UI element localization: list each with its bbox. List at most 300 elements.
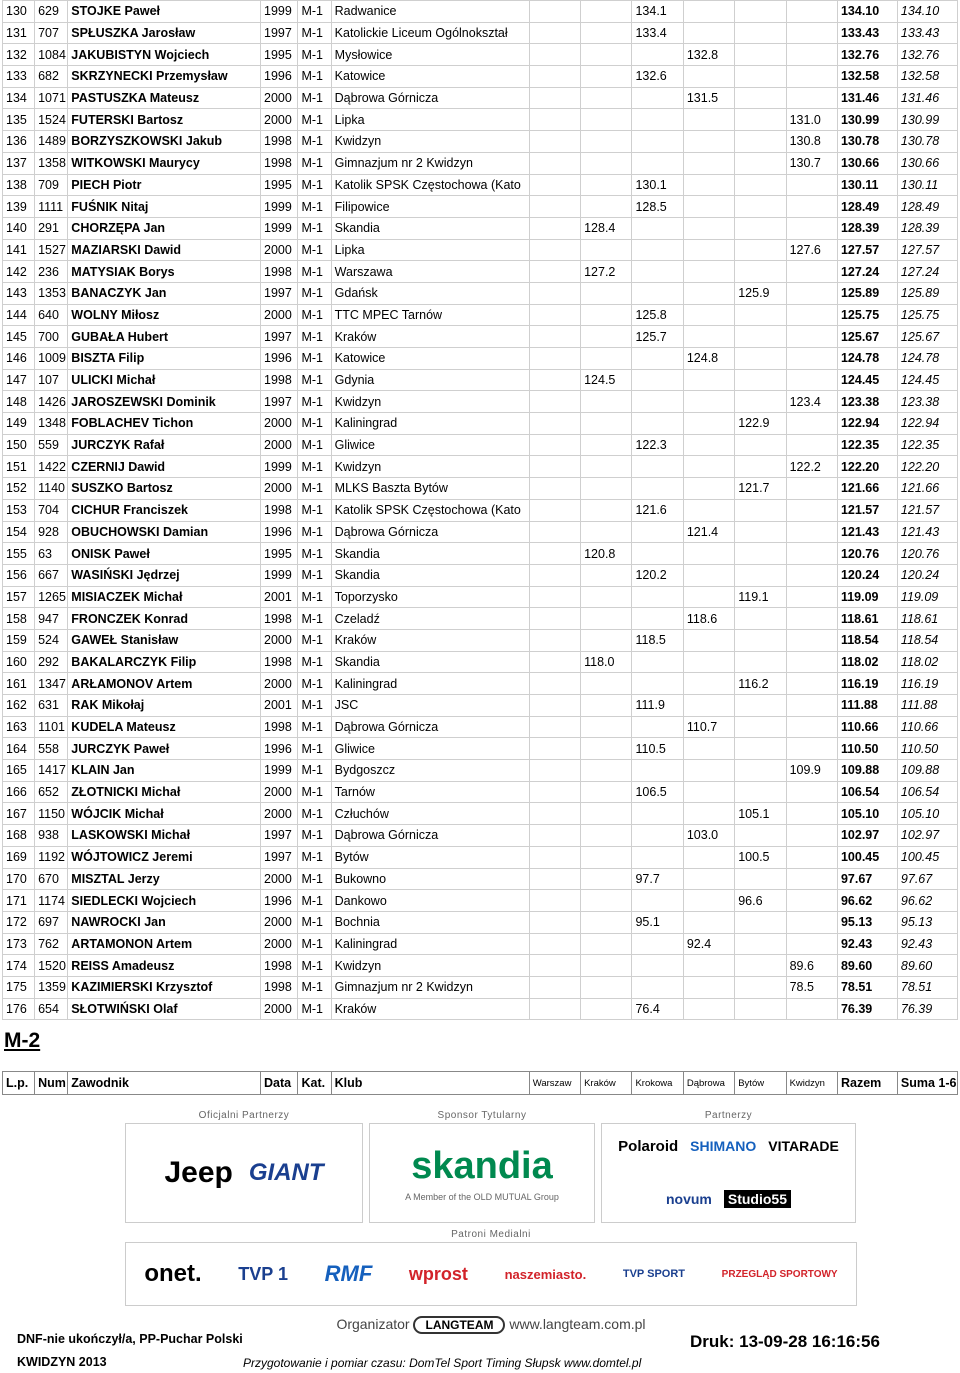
race-2-cell bbox=[581, 586, 632, 608]
category-cell: M-1 bbox=[298, 434, 331, 456]
legend-text: DNF-nie ukończył/a, PP-Puchar Polski bbox=[17, 1332, 243, 1346]
birth-year-cell: 1998 bbox=[261, 651, 298, 673]
race-2-cell bbox=[581, 716, 632, 738]
rider-name-cell: SPŁUSZKA Jarosław bbox=[68, 22, 261, 44]
race-1-cell bbox=[529, 22, 580, 44]
total-cell: 118.61 bbox=[837, 608, 897, 630]
total-cell: 125.89 bbox=[837, 282, 897, 304]
birth-year-cell: 2000 bbox=[261, 109, 298, 131]
race-2-cell bbox=[581, 911, 632, 933]
rank-cell: 157 bbox=[3, 586, 35, 608]
race-3-cell: 121.6 bbox=[632, 499, 683, 521]
race-5-cell bbox=[735, 239, 786, 261]
race-4-cell bbox=[683, 413, 734, 435]
rank-cell: 148 bbox=[3, 391, 35, 413]
race-4-cell bbox=[683, 629, 734, 651]
rank-cell: 145 bbox=[3, 326, 35, 348]
race-3-cell bbox=[632, 955, 683, 977]
total-cell: 123.38 bbox=[837, 391, 897, 413]
race-2-cell bbox=[581, 478, 632, 500]
rank-cell: 132 bbox=[3, 44, 35, 66]
race-1-cell bbox=[529, 716, 580, 738]
club-cell: Lipka bbox=[331, 109, 529, 131]
category-cell: M-1 bbox=[298, 586, 331, 608]
race-6-cell bbox=[786, 499, 837, 521]
race-5-cell bbox=[735, 651, 786, 673]
langteam-logo: LANGTEAM bbox=[413, 1316, 505, 1334]
rider-name-cell: ARŁAMONOV Artem bbox=[68, 673, 261, 695]
header-num: Num bbox=[35, 1072, 68, 1095]
number-cell: 928 bbox=[35, 521, 68, 543]
rider-name-cell: STOJKE Paweł bbox=[68, 1, 261, 23]
birth-year-cell: 1998 bbox=[261, 152, 298, 174]
print-date: Druk: 13-09-28 16:16:56 bbox=[690, 1332, 880, 1351]
race-4-cell bbox=[683, 326, 734, 348]
race-6-cell bbox=[786, 44, 837, 66]
club-cell: Dankowo bbox=[331, 890, 529, 912]
race-1-cell bbox=[529, 695, 580, 717]
number-cell: 707 bbox=[35, 22, 68, 44]
rider-name-cell: KLAIN Jan bbox=[68, 760, 261, 782]
club-cell: Dąbrowa Górnicza bbox=[331, 716, 529, 738]
sum-cell: 132.76 bbox=[897, 44, 957, 66]
club-cell: Bytów bbox=[331, 846, 529, 868]
number-cell: 629 bbox=[35, 1, 68, 23]
number-cell: 1084 bbox=[35, 44, 68, 66]
race-5-cell bbox=[735, 521, 786, 543]
race-3-cell bbox=[632, 152, 683, 174]
rank-cell: 140 bbox=[3, 217, 35, 239]
sum-cell: 100.45 bbox=[897, 846, 957, 868]
race-6-cell bbox=[786, 933, 837, 955]
birth-year-cell: 1997 bbox=[261, 282, 298, 304]
number-cell: 654 bbox=[35, 998, 68, 1020]
race-5-cell bbox=[735, 629, 786, 651]
total-cell: 95.13 bbox=[837, 911, 897, 933]
total-cell: 130.11 bbox=[837, 174, 897, 196]
table-row bbox=[3, 651, 958, 673]
birth-year-cell: 1999 bbox=[261, 1, 298, 23]
total-cell: 118.54 bbox=[837, 629, 897, 651]
sum-cell: 111.88 bbox=[897, 695, 957, 717]
table-row bbox=[3, 348, 958, 370]
category-cell: M-1 bbox=[298, 651, 331, 673]
total-cell: 127.24 bbox=[837, 261, 897, 283]
number-cell: 947 bbox=[35, 608, 68, 630]
table-row bbox=[3, 998, 958, 1020]
total-cell: 121.43 bbox=[837, 521, 897, 543]
race-6-cell bbox=[786, 781, 837, 803]
race-4-cell bbox=[683, 369, 734, 391]
race-6-cell bbox=[786, 434, 837, 456]
rider-name-cell: JURCZYK Paweł bbox=[68, 738, 261, 760]
number-cell: 1265 bbox=[35, 586, 68, 608]
race-3-cell bbox=[632, 586, 683, 608]
table-row bbox=[3, 434, 958, 456]
rider-name-cell: JAKUBISTYN Wojciech bbox=[68, 44, 261, 66]
birth-year-cell: 1996 bbox=[261, 521, 298, 543]
sum-cell: 102.97 bbox=[897, 825, 957, 847]
media-partners-band bbox=[125, 1242, 857, 1306]
sum-cell: 124.45 bbox=[897, 369, 957, 391]
race-1-cell bbox=[529, 87, 580, 109]
sum-cell: 133.43 bbox=[897, 22, 957, 44]
birth-year-cell: 1997 bbox=[261, 846, 298, 868]
race-3-cell bbox=[632, 478, 683, 500]
rank-cell: 142 bbox=[3, 261, 35, 283]
rider-name-cell: GAWEŁ Stanisław bbox=[68, 629, 261, 651]
number-cell: 1520 bbox=[35, 955, 68, 977]
total-cell: 111.88 bbox=[837, 695, 897, 717]
category-cell: M-1 bbox=[298, 44, 331, 66]
race-6-cell: 122.2 bbox=[786, 456, 837, 478]
race-5-cell: 116.2 bbox=[735, 673, 786, 695]
birth-year-cell: 2000 bbox=[261, 434, 298, 456]
race-1-cell bbox=[529, 803, 580, 825]
club-cell: Warszawa bbox=[331, 261, 529, 283]
table-row bbox=[3, 152, 958, 174]
rider-name-cell: PIECH Piotr bbox=[68, 174, 261, 196]
table-row bbox=[3, 825, 958, 847]
rank-cell: 138 bbox=[3, 174, 35, 196]
race-2-cell bbox=[581, 239, 632, 261]
table-row bbox=[3, 456, 958, 478]
category-cell: M-1 bbox=[298, 152, 331, 174]
club-cell: Gdynia bbox=[331, 369, 529, 391]
club-cell: Gliwice bbox=[331, 434, 529, 456]
race-3-cell bbox=[632, 261, 683, 283]
rank-cell: 150 bbox=[3, 434, 35, 456]
total-cell: 122.20 bbox=[837, 456, 897, 478]
table-row bbox=[3, 66, 958, 88]
category-cell: M-1 bbox=[298, 87, 331, 109]
race-2-cell bbox=[581, 326, 632, 348]
table-row bbox=[3, 499, 958, 521]
table-row bbox=[3, 326, 958, 348]
birth-year-cell: 1997 bbox=[261, 326, 298, 348]
category-cell: M-1 bbox=[298, 456, 331, 478]
rider-name-cell: FOBLACHEV Tichon bbox=[68, 413, 261, 435]
race-6-cell bbox=[786, 521, 837, 543]
przeglad-sportowy-logo: PRZEGLĄD SPORTOWY bbox=[721, 1268, 838, 1280]
total-cell: 76.39 bbox=[837, 998, 897, 1020]
rank-cell: 167 bbox=[3, 803, 35, 825]
total-cell: 128.49 bbox=[837, 196, 897, 218]
sum-cell: 78.51 bbox=[897, 976, 957, 998]
total-cell: 133.43 bbox=[837, 22, 897, 44]
sum-cell: 120.76 bbox=[897, 543, 957, 565]
race-5-cell bbox=[735, 955, 786, 977]
birth-year-cell: 2000 bbox=[261, 304, 298, 326]
rank-cell: 173 bbox=[3, 933, 35, 955]
rider-name-cell: WITKOWSKI Maurycy bbox=[68, 152, 261, 174]
rider-name-cell: CHORZĘPA Jan bbox=[68, 217, 261, 239]
race-4-cell bbox=[683, 976, 734, 998]
number-cell: 1009 bbox=[35, 348, 68, 370]
number-cell: 1192 bbox=[35, 846, 68, 868]
table-row bbox=[3, 738, 958, 760]
race-1-cell bbox=[529, 868, 580, 890]
wprost-logo: wprost bbox=[408, 1263, 468, 1284]
category-cell: M-1 bbox=[298, 196, 331, 218]
category-cell: M-1 bbox=[298, 521, 331, 543]
total-cell: 131.46 bbox=[837, 87, 897, 109]
category-cell: M-1 bbox=[298, 369, 331, 391]
onet-logo: onet. bbox=[144, 1260, 202, 1287]
race-5-cell bbox=[735, 456, 786, 478]
number-cell: 938 bbox=[35, 825, 68, 847]
race-3-cell: 133.4 bbox=[632, 22, 683, 44]
header-zawodnik: Zawodnik bbox=[68, 1072, 261, 1095]
table-row bbox=[3, 478, 958, 500]
race-2-cell bbox=[581, 976, 632, 998]
birth-year-cell: 1998 bbox=[261, 261, 298, 283]
race-2-cell bbox=[581, 781, 632, 803]
rank-cell: 168 bbox=[3, 825, 35, 847]
race-3-cell bbox=[632, 282, 683, 304]
rank-cell: 136 bbox=[3, 131, 35, 153]
rider-name-cell: NAWROCKI Jan bbox=[68, 911, 261, 933]
sum-cell: 122.20 bbox=[897, 456, 957, 478]
race-5-cell bbox=[735, 174, 786, 196]
rank-cell: 156 bbox=[3, 564, 35, 586]
race-4-cell bbox=[683, 586, 734, 608]
race-5-cell bbox=[735, 911, 786, 933]
rank-cell: 143 bbox=[3, 282, 35, 304]
race-3-cell bbox=[632, 87, 683, 109]
birth-year-cell: 2000 bbox=[261, 478, 298, 500]
table-row bbox=[3, 261, 958, 283]
race-1-cell bbox=[529, 1, 580, 23]
total-cell: 132.76 bbox=[837, 44, 897, 66]
race-1-cell bbox=[529, 174, 580, 196]
club-cell: Bydgoszcz bbox=[331, 760, 529, 782]
table-row bbox=[3, 543, 958, 565]
rank-cell: 146 bbox=[3, 348, 35, 370]
rider-name-cell: JAROSZEWSKI Dominik bbox=[68, 391, 261, 413]
race-1-cell bbox=[529, 261, 580, 283]
race-5-cell bbox=[735, 348, 786, 370]
race-5-cell: 100.5 bbox=[735, 846, 786, 868]
birth-year-cell: 1999 bbox=[261, 217, 298, 239]
total-cell: 125.75 bbox=[837, 304, 897, 326]
race-1-cell bbox=[529, 933, 580, 955]
race-2-cell bbox=[581, 282, 632, 304]
rider-name-cell: CICHUR Franciszek bbox=[68, 499, 261, 521]
media-partners-title: Patroni Medialni bbox=[451, 1229, 531, 1240]
sum-cell: 110.66 bbox=[897, 716, 957, 738]
total-cell: 119.09 bbox=[837, 586, 897, 608]
number-cell: 704 bbox=[35, 499, 68, 521]
club-cell: Skandia bbox=[331, 564, 529, 586]
total-cell: 78.51 bbox=[837, 976, 897, 998]
rank-cell: 131 bbox=[3, 22, 35, 44]
category-cell: M-1 bbox=[298, 413, 331, 435]
total-cell: 110.50 bbox=[837, 738, 897, 760]
table-row bbox=[3, 391, 958, 413]
sum-cell: 96.62 bbox=[897, 890, 957, 912]
birth-year-cell: 2000 bbox=[261, 413, 298, 435]
race-6-cell bbox=[786, 282, 837, 304]
race-2-cell: 118.0 bbox=[581, 651, 632, 673]
number-cell: 670 bbox=[35, 868, 68, 890]
race-4-cell: 131.5 bbox=[683, 87, 734, 109]
club-cell: Gdańsk bbox=[331, 282, 529, 304]
race-4-cell bbox=[683, 1, 734, 23]
total-cell: 89.60 bbox=[837, 955, 897, 977]
number-cell: 1174 bbox=[35, 890, 68, 912]
rank-cell: 172 bbox=[3, 911, 35, 933]
club-cell: Dąbrowa Górnicza bbox=[331, 825, 529, 847]
race-5-cell bbox=[735, 564, 786, 586]
race-4-cell bbox=[683, 456, 734, 478]
race-3-cell bbox=[632, 109, 683, 131]
number-cell: 700 bbox=[35, 326, 68, 348]
sum-cell: 118.61 bbox=[897, 608, 957, 630]
race-1-cell bbox=[529, 131, 580, 153]
sum-cell: 125.75 bbox=[897, 304, 957, 326]
header-lp: L.p. bbox=[3, 1072, 35, 1095]
race-5-cell: 96.6 bbox=[735, 890, 786, 912]
sum-cell: 121.66 bbox=[897, 478, 957, 500]
club-cell: Skandia bbox=[331, 651, 529, 673]
rank-cell: 137 bbox=[3, 152, 35, 174]
rank-cell: 162 bbox=[3, 695, 35, 717]
race-1-cell bbox=[529, 521, 580, 543]
category-cell: M-1 bbox=[298, 890, 331, 912]
total-cell: 121.66 bbox=[837, 478, 897, 500]
rank-cell: 139 bbox=[3, 196, 35, 218]
rank-cell: 159 bbox=[3, 629, 35, 651]
race-4-cell bbox=[683, 738, 734, 760]
race-4-cell bbox=[683, 261, 734, 283]
race-3-cell: 118.5 bbox=[632, 629, 683, 651]
section-title: M-2 bbox=[4, 1029, 41, 1052]
race-1-cell bbox=[529, 152, 580, 174]
race-2-cell bbox=[581, 87, 632, 109]
table-row bbox=[3, 760, 958, 782]
race-4-cell bbox=[683, 760, 734, 782]
table-row bbox=[3, 673, 958, 695]
sum-cell: 134.10 bbox=[897, 1, 957, 23]
race-5-cell bbox=[735, 22, 786, 44]
club-cell: Dąbrowa Górnicza bbox=[331, 521, 529, 543]
race-6-cell bbox=[786, 369, 837, 391]
race-5-cell bbox=[735, 87, 786, 109]
race-1-cell bbox=[529, 738, 580, 760]
race-2-cell bbox=[581, 44, 632, 66]
number-cell: 292 bbox=[35, 651, 68, 673]
club-cell: Człuchów bbox=[331, 803, 529, 825]
total-cell: 120.24 bbox=[837, 564, 897, 586]
number-cell: 1101 bbox=[35, 716, 68, 738]
birth-year-cell: 2000 bbox=[261, 868, 298, 890]
rank-cell: 164 bbox=[3, 738, 35, 760]
race-6-cell bbox=[786, 1, 837, 23]
race-6-cell bbox=[786, 846, 837, 868]
birth-year-cell: 2000 bbox=[261, 803, 298, 825]
birth-year-cell: 1995 bbox=[261, 174, 298, 196]
race-2-cell bbox=[581, 673, 632, 695]
race-2-cell bbox=[581, 846, 632, 868]
club-cell: Toporzysko bbox=[331, 586, 529, 608]
race-1-cell bbox=[529, 326, 580, 348]
race-2-cell bbox=[581, 868, 632, 890]
race-1-cell bbox=[529, 543, 580, 565]
rank-cell: 154 bbox=[3, 521, 35, 543]
birth-year-cell: 1999 bbox=[261, 456, 298, 478]
race-2-cell bbox=[581, 131, 632, 153]
number-cell: 559 bbox=[35, 434, 68, 456]
race-3-cell bbox=[632, 131, 683, 153]
race-2-cell: 124.5 bbox=[581, 369, 632, 391]
club-cell: Gimnazjum nr 2 Kwidzyn bbox=[331, 152, 529, 174]
race-6-cell bbox=[786, 478, 837, 500]
rider-name-cell: LASKOWSKI Michał bbox=[68, 825, 261, 847]
race-1-cell bbox=[529, 282, 580, 304]
birth-year-cell: 1998 bbox=[261, 131, 298, 153]
club-cell: Katolickie Liceum Ogólnokształ bbox=[331, 22, 529, 44]
total-cell: 106.54 bbox=[837, 781, 897, 803]
organizer-url: www.langteam.com.pl bbox=[509, 1316, 646, 1332]
race-3-cell: 128.5 bbox=[632, 196, 683, 218]
header-data: Data bbox=[261, 1072, 298, 1095]
category-cell: M-1 bbox=[298, 1, 331, 23]
birth-year-cell: 1996 bbox=[261, 66, 298, 88]
table-row bbox=[3, 22, 958, 44]
number-cell: 1417 bbox=[35, 760, 68, 782]
race-2-cell bbox=[581, 413, 632, 435]
race-5-cell bbox=[735, 760, 786, 782]
race-3-cell bbox=[632, 217, 683, 239]
race-6-cell bbox=[786, 348, 837, 370]
race-3-cell bbox=[632, 543, 683, 565]
number-cell: 1348 bbox=[35, 413, 68, 435]
studio55-logo: Studio55 bbox=[724, 1190, 791, 1208]
club-cell: Tarnów bbox=[331, 781, 529, 803]
birth-year-cell: 2000 bbox=[261, 629, 298, 651]
total-cell: 96.62 bbox=[837, 890, 897, 912]
rider-name-cell: BORZYSZKOWSKI Jakub bbox=[68, 131, 261, 153]
race-5-cell bbox=[735, 868, 786, 890]
race-1-cell bbox=[529, 760, 580, 782]
birth-year-cell: 1998 bbox=[261, 369, 298, 391]
total-cell: 116.19 bbox=[837, 673, 897, 695]
race-4-cell bbox=[683, 695, 734, 717]
category-cell: M-1 bbox=[298, 22, 331, 44]
table-row bbox=[3, 217, 958, 239]
race-6-cell bbox=[786, 998, 837, 1020]
total-cell: 102.97 bbox=[837, 825, 897, 847]
table-row bbox=[3, 933, 958, 955]
sum-cell: 124.78 bbox=[897, 348, 957, 370]
giant-logo: GIANT bbox=[248, 1159, 324, 1186]
race-5-cell bbox=[735, 434, 786, 456]
race-5-cell bbox=[735, 304, 786, 326]
birth-year-cell: 1998 bbox=[261, 608, 298, 630]
table-row bbox=[3, 196, 958, 218]
club-cell: Kraków bbox=[331, 998, 529, 1020]
category-cell: M-1 bbox=[298, 239, 331, 261]
number-cell: 1527 bbox=[35, 239, 68, 261]
sum-cell: 123.38 bbox=[897, 391, 957, 413]
number-cell: 697 bbox=[35, 911, 68, 933]
number-cell: 631 bbox=[35, 695, 68, 717]
category-cell: M-1 bbox=[298, 911, 331, 933]
race-6-cell bbox=[786, 22, 837, 44]
sum-cell: 128.49 bbox=[897, 196, 957, 218]
club-cell: MLKS Baszta Bytów bbox=[331, 478, 529, 500]
